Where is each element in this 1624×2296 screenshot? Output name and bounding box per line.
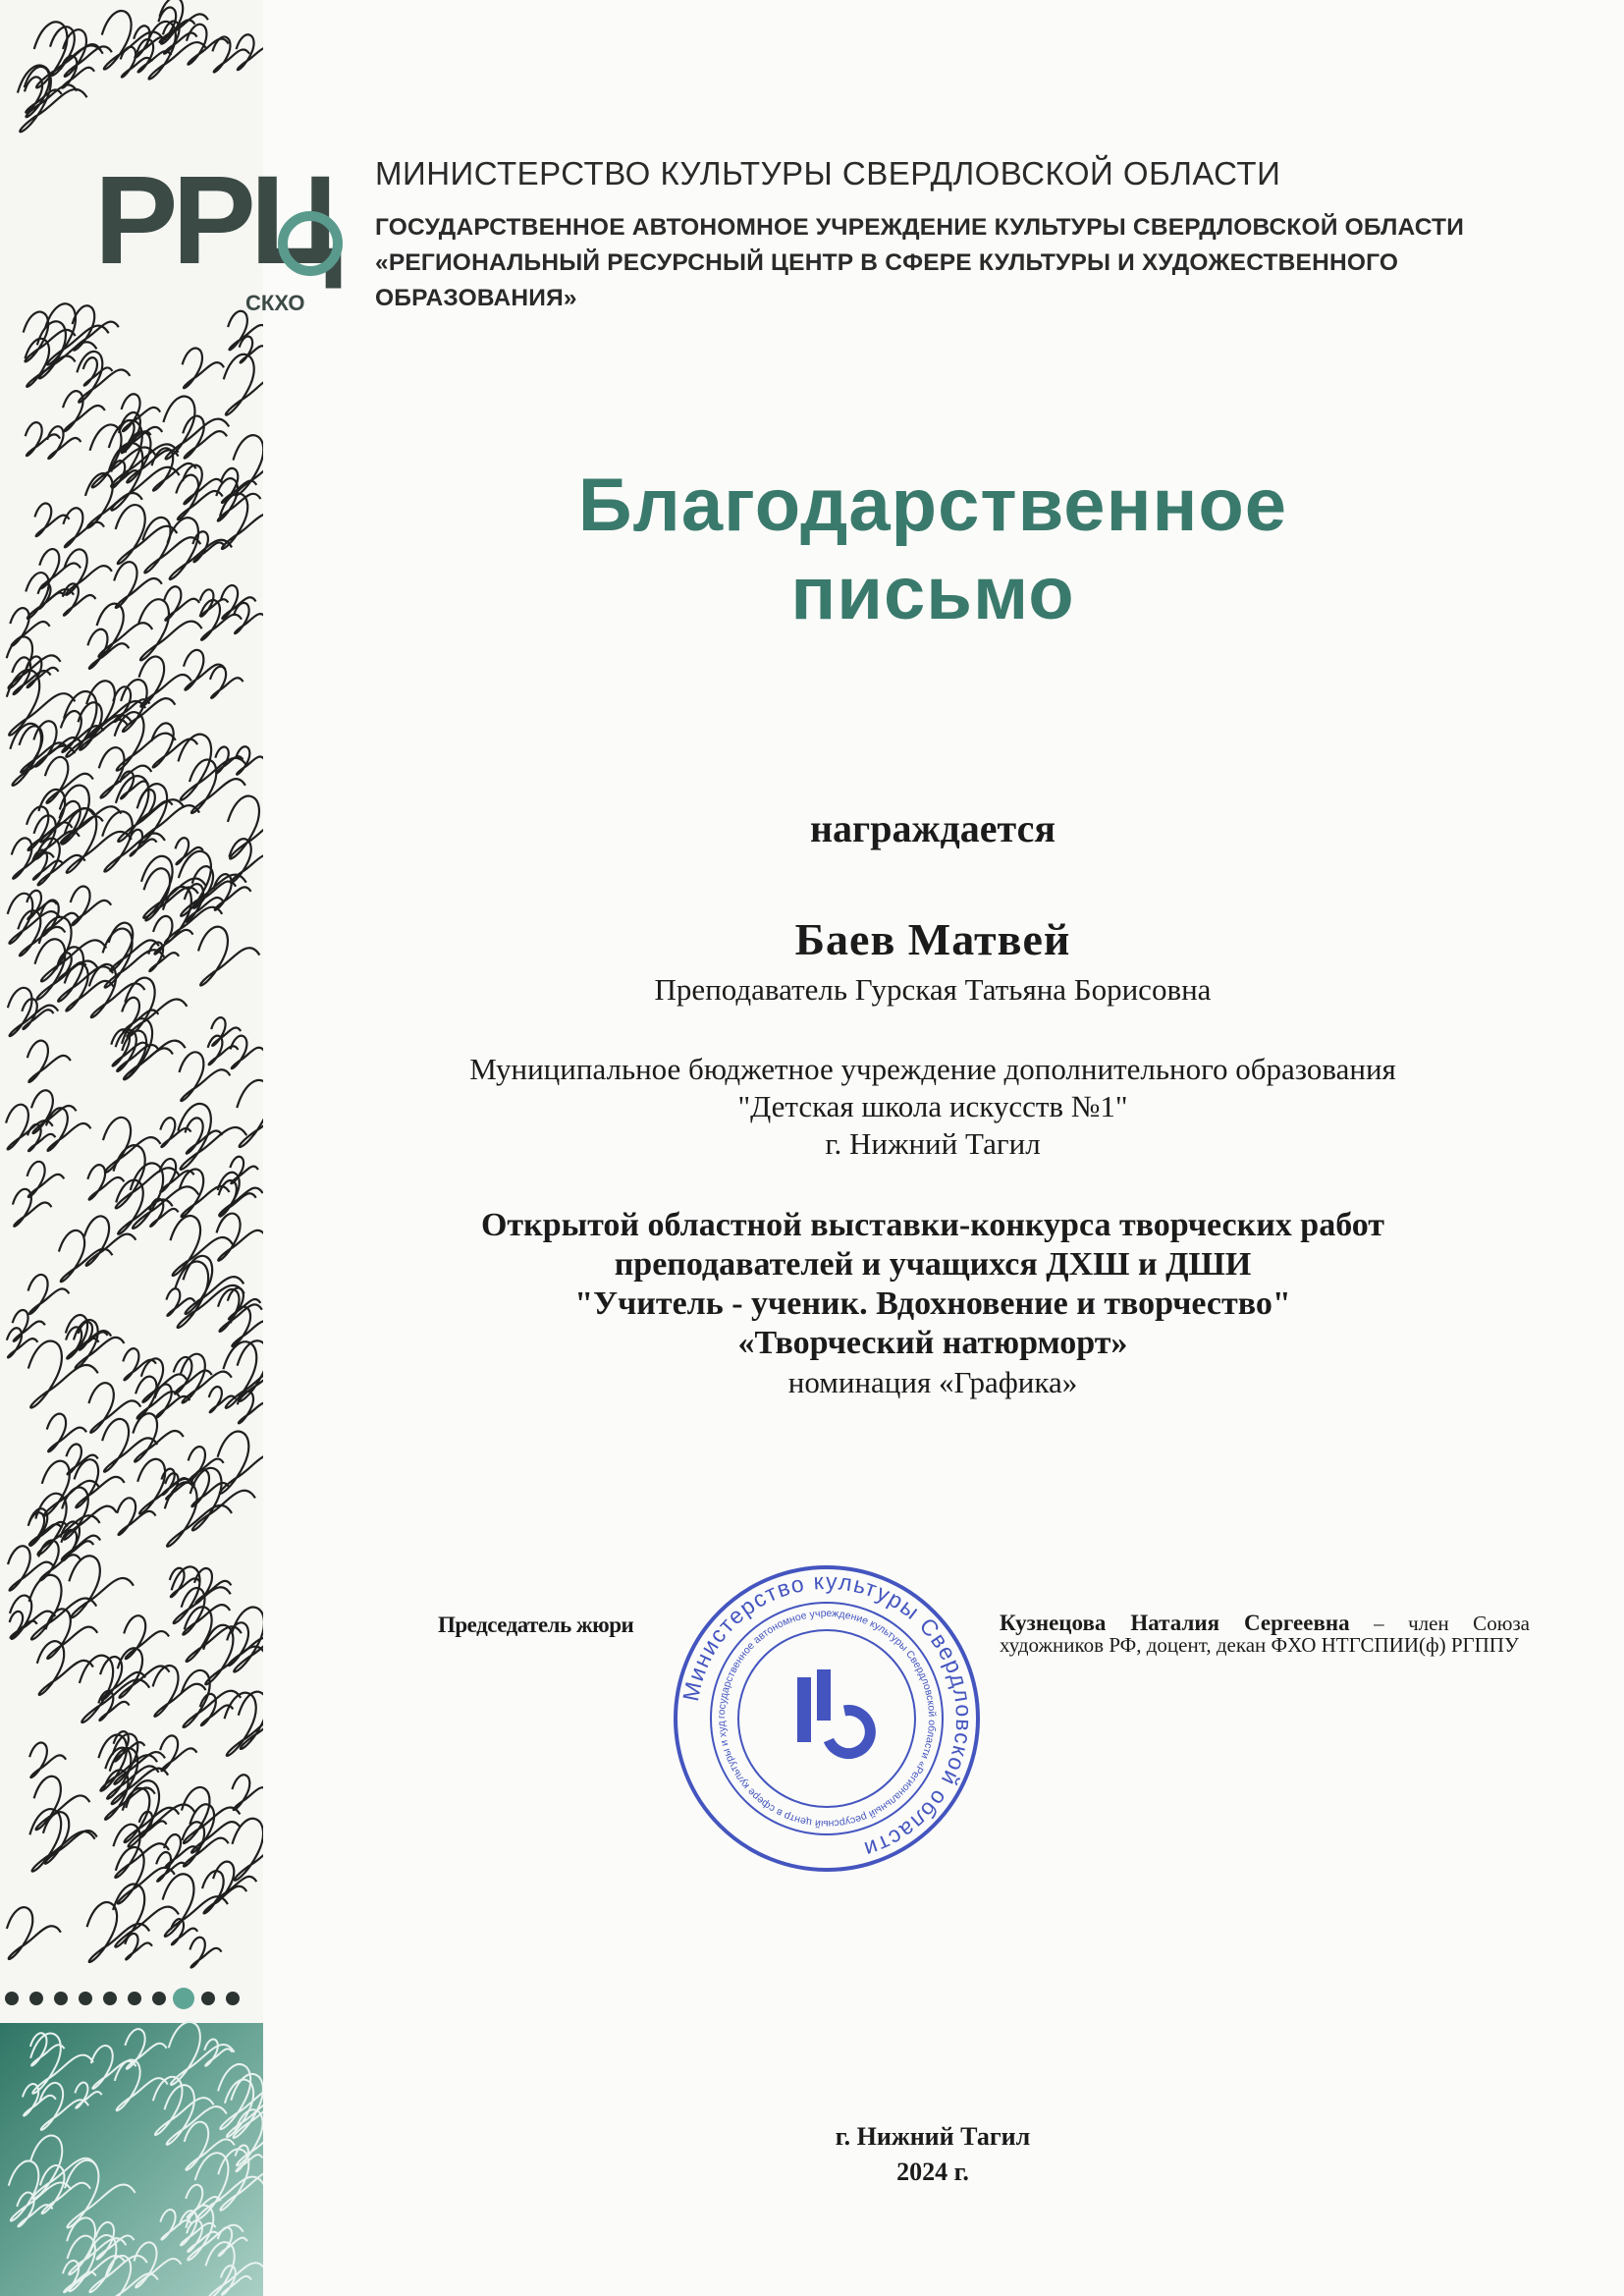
contest-line3: "Учитель - ученик. Вдохновение и творчество" (574, 1285, 1291, 1322)
ornament-dot (152, 1992, 166, 2005)
jury-member-description: – член Союза художников РФ, доцент, декан ФХО НТГСПИИ(ф) РГППУ (1000, 1612, 1530, 1657)
header (375, 155, 1583, 316)
ornament-dot (173, 1988, 194, 2009)
footer (295, 2119, 1571, 2190)
ornament-dot (5, 1992, 19, 2005)
stamp-outer-text: Министерство культуры Свердловской области (677, 1567, 978, 1864)
recipient-name: Баев Матвей (794, 914, 1071, 964)
contest-block (295, 1206, 1571, 1402)
nomination: номинация «Графика» (787, 1365, 1078, 1399)
ornament-dot (201, 1992, 215, 2005)
jury-member-name: Кузнецова Наталия Сергеевна (1000, 1611, 1350, 1635)
contest-line1: Открытой областной выставки-конкурса творческих работ (480, 1207, 1385, 1243)
awarded-label: награждается (810, 806, 1056, 850)
institution-line2: "Детская школа искусств №1" (737, 1089, 1128, 1123)
contest-line2: преподавателей и учащихся ДХШ и ДШИ (614, 1246, 1252, 1283)
institution-block (295, 1051, 1571, 1163)
logo-subtext: СКХО (245, 291, 305, 315)
chair-label: Председатель жюри (438, 1613, 634, 1637)
ornament-dot (226, 1992, 240, 2005)
ornament-dot (54, 1992, 68, 2005)
institution-line3: г. Нижний Тагил (825, 1126, 1041, 1161)
ornament-dot (29, 1992, 43, 2005)
document-title (295, 462, 1571, 638)
footer-city: г. Нижний Тагил (835, 2122, 1031, 2151)
logo-text: РРЦ (94, 150, 337, 291)
org-name-line2: «РЕГИОНАЛЬНЫЙ РЕСУРСНЫЙ ЦЕНТР В СФЕРЕ КУЛЬТУРЫ И ХУДОЖЕСТВЕННОГО ОБРАЗОВАНИЯ» (375, 249, 1399, 311)
teacher-line: Преподаватель Гурская Татьяна Борисовна (654, 972, 1212, 1007)
ornament-dot (128, 1992, 141, 2005)
jury-member (1000, 1613, 1530, 1656)
official-stamp (672, 1563, 982, 1874)
footer-year: 2024 г. (896, 2158, 969, 2186)
stamp-inner-text: государственное автономное учреждение культуры Свердловской области «Региональный ресурсный центр в сфере культуры и худ (715, 1607, 939, 1831)
institution-line1: Муниципальное бюджетное учреждение дополнительного образования (469, 1052, 1396, 1086)
decorative-calligraphy-strip (0, 0, 263, 2296)
contest-line4: «Творческий натюрморт» (737, 1325, 1128, 1361)
title-line2: письмо (790, 552, 1075, 635)
title-line1: Благодарственное (577, 464, 1288, 547)
org-name-line1: ГОСУДАРСТВЕННОЕ АВТОНОМНОЕ УЧРЕЖДЕНИЕ КУЛЬТУРЫ СВЕРДЛОВСКОЙ ОБЛАСТИ (375, 214, 1465, 241)
ministry-name: МИНИСТЕРСТВО КУЛЬТУРЫ СВЕРДЛОВСКОЙ ОБЛАСТИ (375, 155, 1281, 191)
ornament-dot (79, 1992, 92, 2005)
ornament-dot (103, 1992, 117, 2005)
rrc-logo (49, 118, 363, 334)
stamp-emblem-icon (797, 1669, 870, 1754)
